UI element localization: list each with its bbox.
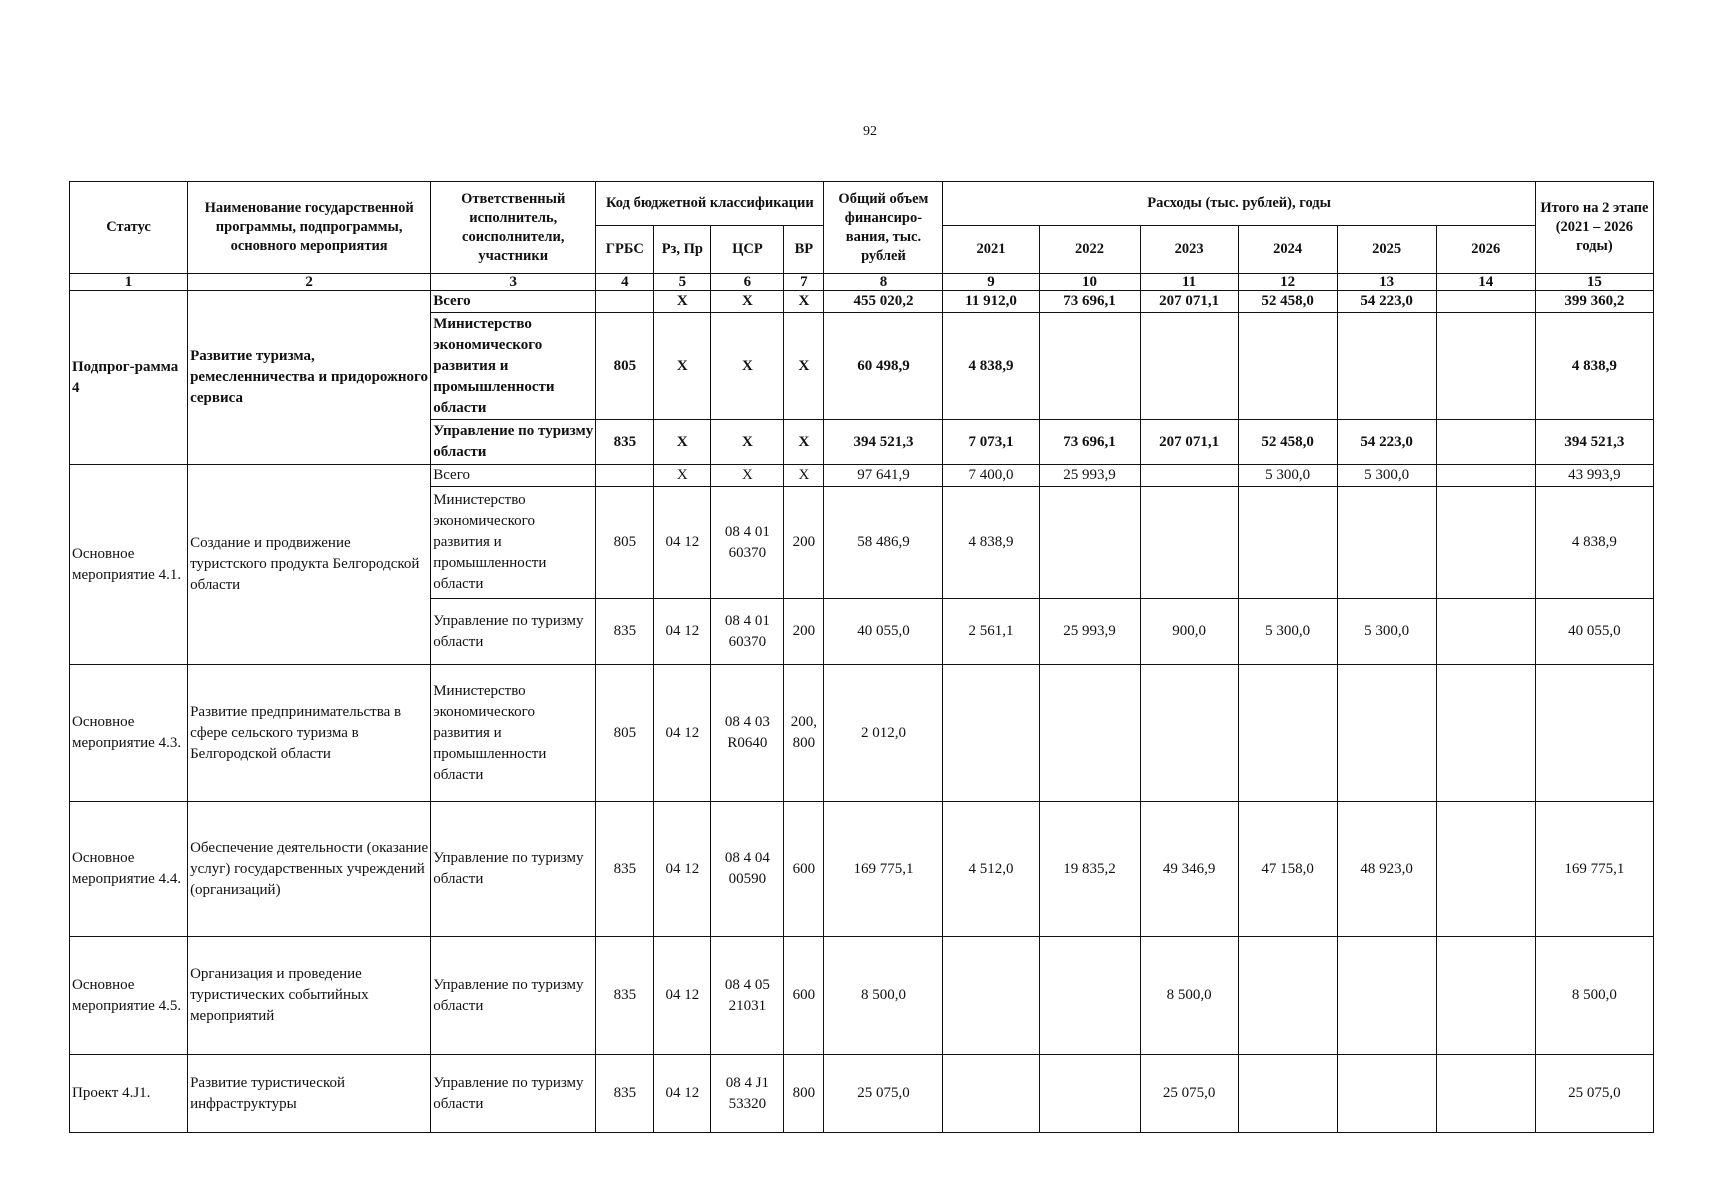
year-cell: 7 400,0 [943, 465, 1039, 487]
total-cell: 40 055,0 [824, 599, 943, 665]
status-cell: Основное мероприятие 4.5. [70, 937, 188, 1055]
rz-cell: Х [654, 313, 711, 420]
csr-cell: Х [711, 465, 784, 487]
name-cell: Организация и проведение туристических событийных мероприятий [188, 937, 431, 1055]
header-name: Наименование государственной программы, подпрограммы, основного мероприятия [188, 182, 431, 274]
year-cell [1238, 313, 1337, 420]
year-cell: 54 223,0 [1337, 420, 1436, 465]
csr-cell: 08 4 01 60370 [711, 487, 784, 599]
grbs-cell: 805 [596, 665, 654, 802]
executor-cell: Управление по туризму области [431, 599, 596, 665]
grbs-cell: 835 [596, 599, 654, 665]
name-cell: Обеспечение деятельности (оказание услуг) государственных учреждений (организаций) [188, 802, 431, 937]
year-cell: 52 458,0 [1238, 291, 1337, 313]
year-cell [1039, 313, 1140, 420]
year-cell: 4 838,9 [943, 313, 1039, 420]
total-cell: 58 486,9 [824, 487, 943, 599]
header-budget-code: Код бюджетной классификации [596, 182, 824, 226]
column-number: 15 [1535, 274, 1653, 291]
column-number: 4 [596, 274, 654, 291]
year-cell: 207 071,1 [1140, 291, 1238, 313]
year-cell [1436, 487, 1535, 599]
header-year: 2022 [1039, 226, 1140, 274]
total-cell: 394 521,3 [824, 420, 943, 465]
year-cell [1140, 313, 1238, 420]
csr-cell: 08 4 05 21031 [711, 937, 784, 1055]
year-cell [1039, 487, 1140, 599]
column-number: 12 [1238, 274, 1337, 291]
csr-cell: 08 4 04 00590 [711, 802, 784, 937]
stage-total-cell: 169 775,1 [1535, 802, 1653, 937]
page-number: 92 [863, 124, 877, 139]
column-number: 5 [654, 274, 711, 291]
year-cell: 25 993,9 [1039, 599, 1140, 665]
column-number: 7 [784, 274, 824, 291]
header-year: 2023 [1140, 226, 1238, 274]
year-cell: 48 923,0 [1337, 802, 1436, 937]
status-cell: Подпрог-рамма 4 [70, 291, 188, 465]
column-number: 1 [70, 274, 188, 291]
executor-cell: Министерство экономического развития и промышленности области [431, 313, 596, 420]
year-cell: 8 500,0 [1140, 937, 1238, 1055]
year-cell [1337, 313, 1436, 420]
csr-cell: 08 4 J1 53320 [711, 1055, 784, 1133]
executor-cell: Министерство экономического развития и промышленности области [431, 665, 596, 802]
header-csr: ЦСР [711, 226, 784, 274]
header-total-volume: Общий объем финансиро-вания, тыс. рублей [824, 182, 943, 274]
grbs-cell: 805 [596, 313, 654, 420]
year-cell: 5 300,0 [1238, 599, 1337, 665]
table-row [70, 1055, 1654, 1133]
column-number: 9 [943, 274, 1039, 291]
year-cell [1337, 1055, 1436, 1133]
year-cell: 5 300,0 [1337, 465, 1436, 487]
rz-cell: 04 12 [654, 937, 711, 1055]
vr-cell: Х [784, 465, 824, 487]
year-cell: 5 300,0 [1238, 465, 1337, 487]
year-cell: 2 561,1 [943, 599, 1039, 665]
header-status: Статус [70, 182, 188, 274]
header-stage-total: Итого на 2 этапе (2021 – 2026 годы) [1535, 182, 1653, 274]
grbs-cell [596, 291, 654, 313]
rz-cell: 04 12 [654, 665, 711, 802]
stage-total-cell: 4 838,9 [1535, 487, 1653, 599]
table-row [70, 937, 1654, 1055]
rz-cell: 04 12 [654, 487, 711, 599]
stage-total-cell: 40 055,0 [1535, 599, 1653, 665]
grbs-cell: 835 [596, 1055, 654, 1133]
rz-cell: 04 12 [654, 1055, 711, 1133]
year-cell [1238, 665, 1337, 802]
header-grbs: ГРБС [596, 226, 654, 274]
column-number-row [70, 274, 1654, 291]
year-cell: 49 346,9 [1140, 802, 1238, 937]
year-cell [943, 1055, 1039, 1133]
total-cell: 169 775,1 [824, 802, 943, 937]
year-cell [1238, 1055, 1337, 1133]
year-cell: 5 300,0 [1337, 599, 1436, 665]
executor-cell: Всего [431, 291, 596, 313]
column-number: 11 [1140, 274, 1238, 291]
header-expenses: Расходы (тыс. рублей), годы [943, 182, 1535, 226]
year-cell: 73 696,1 [1039, 420, 1140, 465]
stage-total-cell: 394 521,3 [1535, 420, 1653, 465]
year-cell: 11 912,0 [943, 291, 1039, 313]
header-year: 2026 [1436, 226, 1535, 274]
year-cell: 54 223,0 [1337, 291, 1436, 313]
total-cell: 60 498,9 [824, 313, 943, 420]
table-row [70, 291, 1654, 313]
year-cell: 47 158,0 [1238, 802, 1337, 937]
year-cell: 25 075,0 [1140, 1055, 1238, 1133]
status-cell: Основное мероприятие 4.3. [70, 665, 188, 802]
column-number: 8 [824, 274, 943, 291]
status-cell: Основное мероприятие 4.4. [70, 802, 188, 937]
grbs-cell: 835 [596, 420, 654, 465]
vr-cell: Х [784, 420, 824, 465]
year-cell [1238, 937, 1337, 1055]
name-cell: Создание и продвижение туристского продукта Белгородской области [188, 465, 431, 665]
year-cell: 52 458,0 [1238, 420, 1337, 465]
year-cell [1039, 1055, 1140, 1133]
stage-total-cell [1535, 665, 1653, 802]
name-cell: Развитие туризма, ремесленничества и придорожного сервиса [188, 291, 431, 465]
header-executor: Ответственный исполнитель, соисполнители, участники [431, 182, 596, 274]
header-year: 2021 [943, 226, 1039, 274]
year-cell: 7 073,1 [943, 420, 1039, 465]
total-cell: 97 641,9 [824, 465, 943, 487]
vr-cell: 200 [784, 599, 824, 665]
csr-cell: Х [711, 291, 784, 313]
year-cell [1337, 937, 1436, 1055]
budget-table [69, 181, 1654, 1133]
stage-total-cell: 8 500,0 [1535, 937, 1653, 1055]
column-number: 3 [431, 274, 596, 291]
grbs-cell: 835 [596, 937, 654, 1055]
year-cell [1436, 599, 1535, 665]
stage-total-cell: 25 075,0 [1535, 1055, 1653, 1133]
stage-total-cell: 4 838,9 [1535, 313, 1653, 420]
vr-cell: 600 [784, 802, 824, 937]
column-number: 6 [711, 274, 784, 291]
rz-cell: 04 12 [654, 802, 711, 937]
year-cell: 4 838,9 [943, 487, 1039, 599]
name-cell: Развитие предпринимательства в сфере сельского туризма в Белгородской области [188, 665, 431, 802]
executor-cell: Управление по туризму области [431, 937, 596, 1055]
rz-cell: Х [654, 465, 711, 487]
table-row [70, 465, 1654, 487]
year-cell: 207 071,1 [1140, 420, 1238, 465]
year-cell [1337, 665, 1436, 802]
year-cell: 19 835,2 [1039, 802, 1140, 937]
status-cell: Проект 4.J1. [70, 1055, 188, 1133]
csr-cell: Х [711, 420, 784, 465]
executor-cell: Управление по туризму области [431, 802, 596, 937]
year-cell [1140, 665, 1238, 802]
stage-total-cell: 43 993,9 [1535, 465, 1653, 487]
csr-cell: 08 4 01 60370 [711, 599, 784, 665]
header-year: 2024 [1238, 226, 1337, 274]
status-cell: Основное мероприятие 4.1. [70, 465, 188, 665]
column-number: 14 [1436, 274, 1535, 291]
vr-cell: 800 [784, 1055, 824, 1133]
executor-cell: Управление по туризму области [431, 420, 596, 465]
executor-cell: Министерство экономического развития и промышленности области [431, 487, 596, 599]
year-cell [1436, 420, 1535, 465]
executor-cell: Управление по туризму области [431, 1055, 596, 1133]
total-cell: 8 500,0 [824, 937, 943, 1055]
year-cell [1436, 313, 1535, 420]
year-cell [1436, 802, 1535, 937]
name-cell: Развитие туристической инфраструктуры [188, 1055, 431, 1133]
vr-cell: Х [784, 291, 824, 313]
table-row [70, 665, 1654, 802]
header-vr: ВР [784, 226, 824, 274]
year-cell [1436, 937, 1535, 1055]
total-cell: 25 075,0 [824, 1055, 943, 1133]
year-cell: 73 696,1 [1039, 291, 1140, 313]
executor-cell: Всего [431, 465, 596, 487]
column-number: 10 [1039, 274, 1140, 291]
csr-cell: Х [711, 313, 784, 420]
total-cell: 455 020,2 [824, 291, 943, 313]
vr-cell: 600 [784, 937, 824, 1055]
year-cell [943, 665, 1039, 802]
year-cell: 25 993,9 [1039, 465, 1140, 487]
rz-cell: 04 12 [654, 599, 711, 665]
grbs-cell: 805 [596, 487, 654, 599]
column-number: 2 [188, 274, 431, 291]
year-cell [1436, 291, 1535, 313]
year-cell [1436, 465, 1535, 487]
year-cell [1039, 665, 1140, 802]
vr-cell: Х [784, 313, 824, 420]
year-cell [1436, 665, 1535, 802]
year-cell [1337, 487, 1436, 599]
vr-cell: 200 [784, 487, 824, 599]
column-number: 13 [1337, 274, 1436, 291]
total-cell: 2 012,0 [824, 665, 943, 802]
year-cell [1436, 1055, 1535, 1133]
header-year: 2025 [1337, 226, 1436, 274]
year-cell: 4 512,0 [943, 802, 1039, 937]
grbs-cell: 835 [596, 802, 654, 937]
year-cell [1140, 487, 1238, 599]
stage-total-cell: 399 360,2 [1535, 291, 1653, 313]
csr-cell: 08 4 03 R0640 [711, 665, 784, 802]
vr-cell: 200, 800 [784, 665, 824, 802]
rz-cell: Х [654, 291, 711, 313]
grbs-cell [596, 465, 654, 487]
table-row [70, 802, 1654, 937]
rz-cell: Х [654, 420, 711, 465]
year-cell [1140, 465, 1238, 487]
year-cell: 900,0 [1140, 599, 1238, 665]
year-cell [943, 937, 1039, 1055]
year-cell [1039, 937, 1140, 1055]
year-cell [1238, 487, 1337, 599]
header-rz-pr: Рз, Пр [654, 226, 711, 274]
